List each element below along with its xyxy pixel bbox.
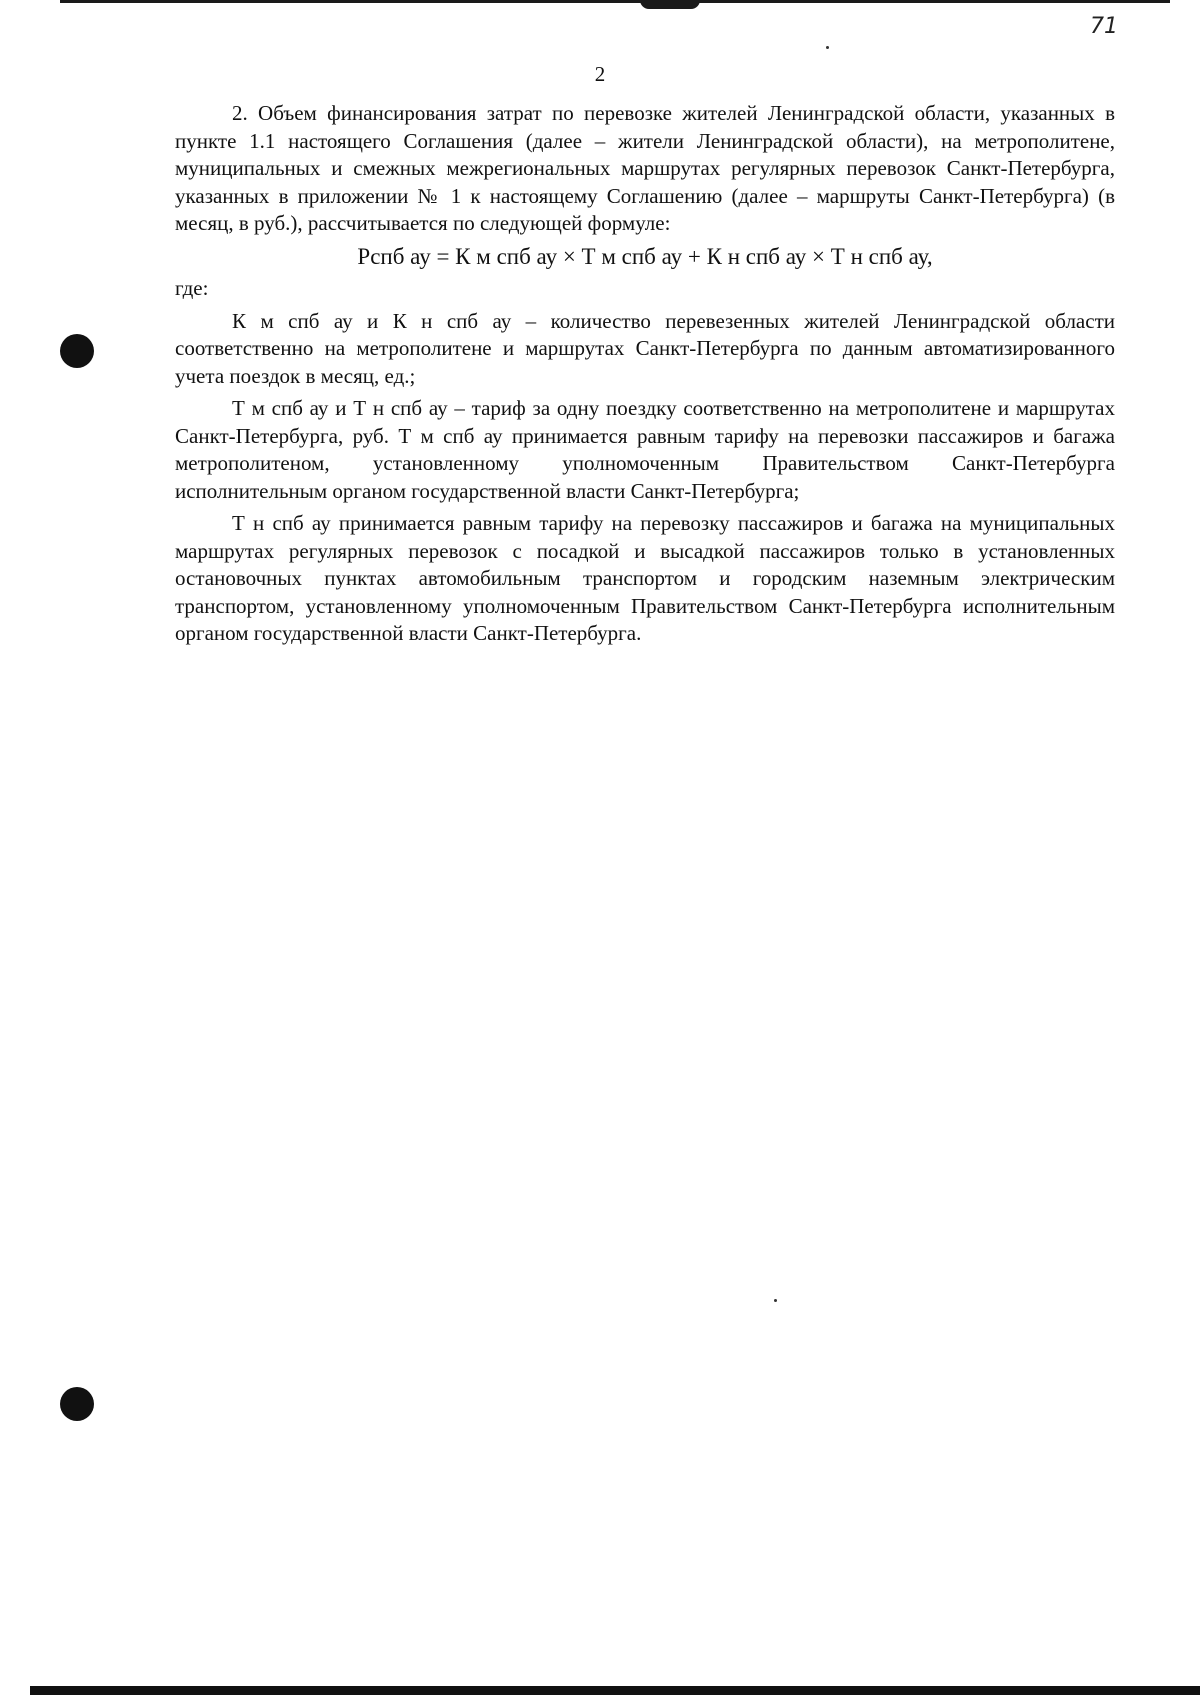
punch-hole-icon [60,1387,94,1421]
document-body [175,100,1115,653]
paragraph-financing-volume: 2. Объем финансирования затрат по перевозке жителей Ленинградской области, указанных в пункте 1.1 настоящего Соглашения (далее – жители Ленинградской области), на метрополитене, муниципальных и смежных межрегиональных маршрутах регулярных перевозок Санкт-Петербурга, указанных в приложении № 1 к настоящему Соглашению (далее – маршруты Санкт-Петербурга) (в месяц, в руб.), рассчитывается по следующей формуле: [175,101,1115,235]
paragraph-ground-tariff: Т н спб ау принимается равным тарифу на перевозку пассажиров и багажа на муниципальных маршрутах регулярных перевозок с посадкой и высадкой пассажиров только в установленных остановочных пунктах автомобильным транспортом и городским наземным электрическим транспортом, установленному уполномоченным Правительством Санкт-Петербурга исполнительным органом государственной власти Санкт-Петербурга. [175,511,1115,645]
scan-edge-top [60,0,1170,3]
punch-hole-icon [60,334,94,368]
handwritten-page-mark: 71 [1090,14,1118,39]
scan-artifact-top [640,0,700,9]
paragraph-metro-tariff: Т м спб ау и Т н спб ау – тариф за одну поездку соответственно на метрополитене и маршрутах Санкт-Петербурга, руб. Т м спб ау принимается равным тарифу на перевозки пассажиров и багажа метрополитеном, установленному уполномоченным Правительством Санкт-Петербурга исполнительным органом государственной власти Санкт-Петербурга; [175,396,1115,503]
formula: Рспб ау = К м спб ау × Т м спб ау + К н спб ау × Т н спб ау, [357,243,933,269]
paragraph-passenger-count: К м спб ау и К н спб ау – количество перевезенных жителей Ленинградской области соответственно на метрополитене и маршрутах Санкт-Петербурга по данным автоматизированного учета поездок в месяц, ед.; [175,308,1115,388]
scan-speck [774,1299,777,1302]
scan-edge-bottom [30,1686,1200,1695]
scan-speck [826,46,829,49]
page-number: 2 [594,62,606,86]
where-label: где: [175,276,209,300]
